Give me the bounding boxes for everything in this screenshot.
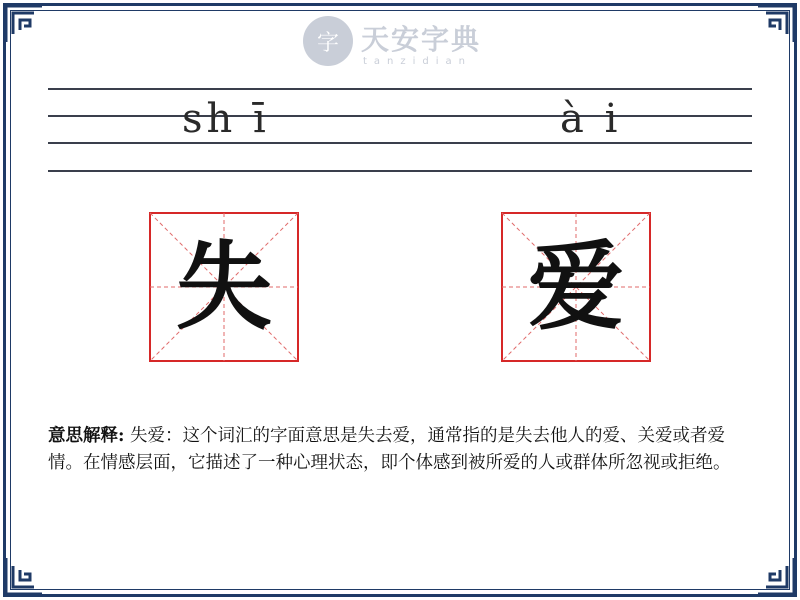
pinyin-line-2 (48, 115, 752, 117)
character-grid-2 (501, 212, 651, 362)
character-1: 失 (176, 230, 272, 343)
pinyin-line-3 (48, 142, 752, 144)
pinyin-2: à i (560, 96, 622, 142)
character-grid-1 (149, 212, 299, 362)
pinyin-1: sh ī (182, 96, 270, 142)
corner-ornament-bottom-left (4, 556, 44, 596)
meaning-paragraph (48, 423, 748, 477)
pinyin-line-1 (48, 88, 752, 90)
corner-ornament-top-right (756, 4, 796, 44)
meaning-label: 意思解释: (48, 426, 125, 446)
logo-subtitle: tanzidian (363, 56, 473, 67)
site-logo (303, 14, 503, 74)
corner-ornament-bottom-right (756, 556, 796, 596)
meaning-text: 失爱：这个词汇的字面意思是失去爱，通常指的是失去他人的爱、关爱或者爱情。在情感层面，它描述了一种心理状态，即个体感到被所爱的人或群体所忽视或拒绝。 (48, 426, 731, 473)
pinyin-line-4 (48, 170, 752, 172)
inner-frame (10, 10, 790, 590)
corner-ornament-top-left (4, 4, 44, 44)
logo-title: 天安字典 (361, 23, 482, 56)
character-2: 爱 (528, 230, 624, 343)
logo-icon: 字 (303, 16, 353, 66)
